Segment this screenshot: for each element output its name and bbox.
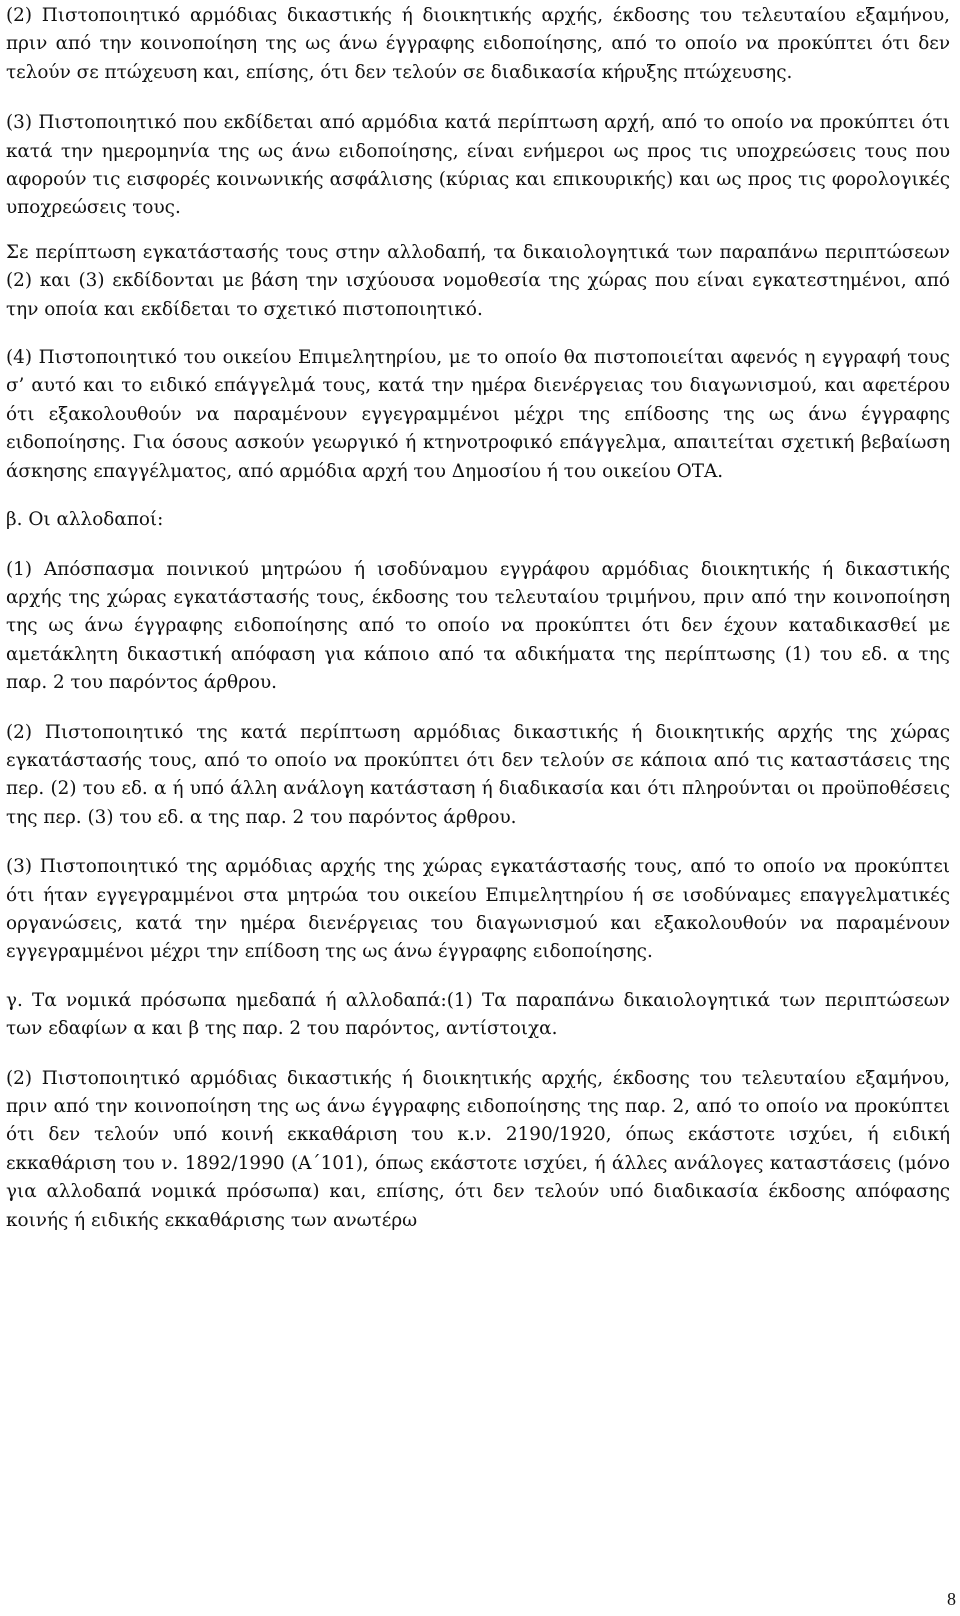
- paragraph-2-bankruptcy-certificate: (2) Πιστοποιητικό αρμόδιας δικαστικής ή διοικητικής αρχής, έκδοσης του τελευταίου εξαμήνου, πριν από την κοινοποίηση της ως άνω έγγραφης ειδοποίησης, από το οποίο να προκύπτει ότι δεν τελούν σε πτώχευση και, επίσης, ότι δεν τελούν σε διαδικασία κήρυξης πτώχευσης.: [6, 5, 950, 83]
- paragraph-4-chamber-certificate: (4) Πιστοποιητικό του οικείου Επιμελητηρίου, με το οποίο θα πιστοποιείται αφενός η εγγραφή τους σ’ αυτό και το ειδικό επάγγελμά τους, κατά την ημέρα διενέργειας του διαγωνισμού, και αφετέρου ότι εξακολουθούν να παραμένουν εγγεγραμμένοι μέχρι της επίδοσης της ως άνω έγγραφης ειδοποίησης. Για όσους ασκούν γεωργικό ή κτηνοτροφικό επάγγελμα, απαιτείται σχετική βεβαίωση άσκησης επαγγέλματος, από αρμόδια αρχή του Δημοσίου ή του οικείου ΟΤΑ.: [6, 347, 950, 482]
- paragraph-b2-authority-certificate: (2) Πιστοποιητικό της κατά περίπτωση αρμόδιας δικαστικής ή διοικητικής αρχής της χώρας εγκατάστασής τους, από το οποίο να προκύπτει ότι δεν τελούν σε κάποια από τις καταστάσεις της περ. (2) του εδ. α ή υπό άλλη ανάλογη κατάσταση ή διαδικασία και ότι πληρούνται οι προϋποθέσεις της περ. (3) του εδ. α της παρ. 2 του παρόντος άρθρου.: [6, 721, 950, 828]
- page-number: 8: [947, 1589, 956, 1609]
- paragraph-b1-criminal-record: (1) Απόσπασμα ποινικού μητρώου ή ισοδύναμου εγγράφου αρμόδιας διοικητικής ή δικαστικής αρχής της χώρας εγκατάστασής τους, έκδοσης του τελευταίου τριμήνου, πριν από την κοινοποίηση της ως άνω έγγραφης ειδοποίησης από το οποίο να προκύπτει ότι δεν έχουν καταδικασθεί με αμετάκλητη δικαστική απόφαση για κάποιο από τα αδικήματα της περίπτωσης (1) του εδ. α της παρ. 2 του παρόντος άρθρου.: [6, 558, 950, 694]
- paragraph-c2-liquidation-certificate: (2) Πιστοποιητικό αρμόδιας δικαστικής ή διοικητικής αρχής, έκδοσης του τελευταίου εξαμήνου, πριν από την κοινοποίηση της ως άνω έγγραφης ειδοποίησης της παρ. 2, από το οποίο να προκύπτει ότι δεν τελούν υπό κοινή εκκαθάριση του κ.ν. 2190/1920, όπως εκάστοτε ισχύει, ή ειδική εκκαθάριση του ν. 1892/1990 (Α΄101), όπως εκάστοτε ισχύει, ή άλλες ανάλογες καταστάσεις (μόνο για αλλοδαπά νομικά πρόσωπα) και, επίσης, ότι δεν τελούν υπό διαδικασία έκδοσης απόφασης κοινής ή ειδικής εκκαθάρισης των ανωτέρω: [6, 1067, 950, 1231]
- paragraph-foreign-establishment: Σε περίπτωση εγκατάστασής τους στην αλλοδαπή, τα δικαιολογητικά των παραπάνω περιπτώσεων (2) και (3) εκδίδονται με βάση την ισχύουσα νομοθεσία της χώρας που είναι εγκατεστημένοι, από την οποία και εκδίδεται το σχετικό πιστοποιητικό.: [6, 241, 950, 320]
- document-page: [6, 2, 950, 1235]
- paragraph-3-social-security-certificate: (3) Πιστοποιητικό που εκδίδεται από αρμόδια κατά περίπτωση αρχή, από το οποίο να προκύπτει ότι κατά την ημερομηνία της ως άνω ειδοποίησης, είναι ενήμεροι ως προς τις υποχρεώσεις τους που αφορούν τις εισφορές κοινωνικής ασφάλισης (κύριας και επικουρικής) και ως προς τις φορολογικές υποχρεώσεις τους.: [6, 112, 950, 219]
- section-c-legal-entities: γ. Τα νομικά πρόσωπα ημεδαπά ή αλλοδαπά:(1) Τα παραπάνω δικαιολογητικά των περιπτώσεων των εδαφίων α και β της παρ. 2 του παρόντος, αντίστοιχα.: [6, 989, 950, 1040]
- section-b-heading: β. Οι αλλοδαποί:: [6, 509, 164, 531]
- paragraph-b3-registration-certificate: (3) Πιστοποιητικό της αρμόδιας αρχής της χώρας εγκατάστασής τους, από το οποίο να προκύπτει ότι ήταν εγγεγραμμένοι στα μητρώα του οικείου Επιμελητηρίου ή σε ισοδύναμες επαγγελματικές οργανώσεις, κατά την ημέρα διενέργειας του διαγωνισμού και εξακολουθούν να παραμένουν εγγεγραμμένοι μέχρι την επίδοση της ως άνω έγγραφης ειδοποίησης.: [6, 856, 950, 963]
